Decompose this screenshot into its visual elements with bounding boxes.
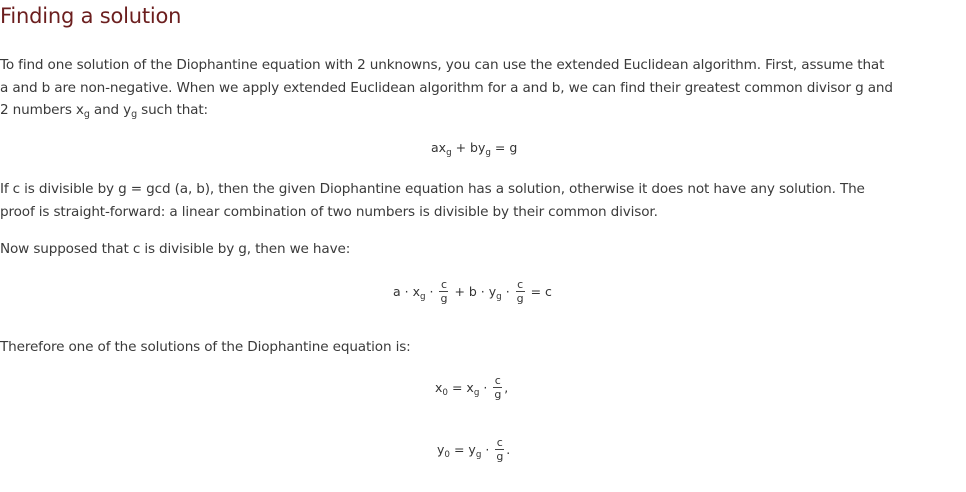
- xg-sub: g: [473, 388, 480, 398]
- eq2-dot: ·: [425, 284, 434, 299]
- eq2-plus-b-dot-y: + b · y: [450, 284, 497, 299]
- frac-denominator: g: [516, 292, 524, 305]
- solution-x0: [435, 375, 508, 402]
- y0-period: .: [506, 442, 511, 457]
- yg-sub: g: [475, 450, 482, 460]
- bezout-equation: [431, 140, 518, 158]
- subscript-g: g: [131, 109, 137, 120]
- eq2-equals-c: = c: [526, 284, 552, 299]
- frac-denominator: g: [496, 450, 504, 463]
- y0-sub: 0: [444, 450, 450, 460]
- divisibility-line-1: If c is divisible by g = gcd (a, b), then the given Diophantine equation has a solution, otherwise it does not have any solution. The: [0, 181, 865, 197]
- eq1-plus-by: + by: [451, 140, 486, 155]
- fraction-c-over-g: [439, 278, 448, 305]
- eq1-sub-g: g: [485, 148, 491, 158]
- intro-line-2: a and b are non-negative. When we apply extended Euclidean algorithm for a and b, we can find their greatest common divisor g and: [0, 79, 893, 96]
- frac-numerator: c: [440, 278, 447, 291]
- frac-numerator: c: [517, 278, 524, 291]
- x0-sub: 0: [442, 388, 448, 398]
- eq1-sub-g: g: [446, 148, 452, 158]
- fraction-c-over-g: [516, 278, 525, 305]
- subscript-g: g: [83, 109, 90, 120]
- x0-comma: ,: [504, 380, 509, 395]
- fraction-c-over-g: [493, 374, 502, 401]
- x0-var: x: [435, 380, 443, 395]
- eq2-dot: ·: [501, 284, 510, 299]
- x0-dot: ·: [479, 380, 488, 395]
- frac-numerator: c: [496, 436, 503, 449]
- divisibility-paragraph: [0, 178, 962, 223]
- y0-var: y: [437, 442, 445, 457]
- solution-y0: [437, 437, 510, 464]
- intro-line-3-suffix: such that:: [136, 102, 208, 118]
- intro-line-1: To find one solution of the Diophantine equation with 2 unknowns, you can use the extended Euclidean algorithm. First, assume that: [0, 57, 885, 73]
- fraction-c-over-g: [495, 436, 504, 463]
- section-heading: Finding a solution: [0, 4, 182, 28]
- y0-equals-yg: = y: [449, 442, 476, 457]
- divisibility-line-2: proof is straight-forward: a linear combination of two numbers is divisible by their common divisor.: [0, 203, 658, 220]
- eq2-a-dot-x: a · x: [393, 284, 420, 299]
- frac-denominator: g: [440, 292, 448, 305]
- supposition-paragraph: Now supposed that c is divisible by g, then we have:: [0, 241, 351, 257]
- frac-denominator: g: [494, 388, 502, 401]
- frac-numerator: c: [494, 374, 501, 387]
- eq1-equals-g: = g: [490, 140, 518, 155]
- intro-line-3-prefix: 2 numbers x: [0, 102, 84, 118]
- x0-equals-xg: = x: [447, 380, 474, 395]
- intro-line-3-mid: and y: [89, 102, 132, 118]
- scaled-equation: [393, 279, 552, 306]
- eq2-sub-g: g: [419, 292, 426, 302]
- y0-dot: ·: [481, 442, 490, 457]
- eq2-sub-g: g: [496, 292, 502, 302]
- eq1-ax: ax: [431, 140, 447, 155]
- solution-intro-paragraph: Therefore one of the solutions of the Diophantine equation is:: [0, 339, 411, 355]
- intro-paragraph: [0, 54, 962, 122]
